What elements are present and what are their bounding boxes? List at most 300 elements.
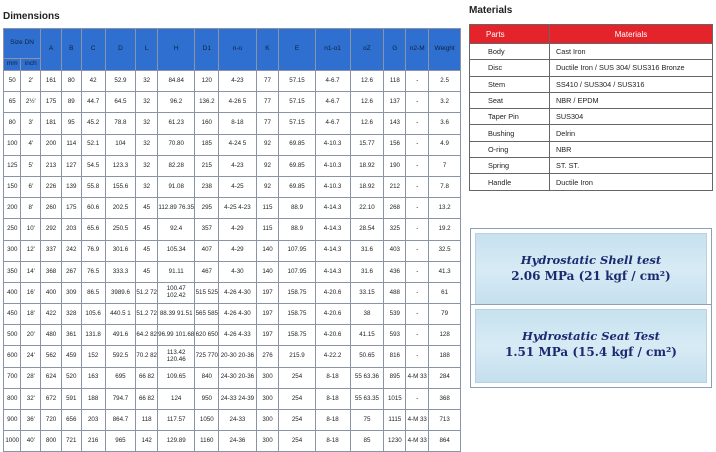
material-value: Ductile Iron xyxy=(550,174,713,190)
dimension-cell: 51.2 72 xyxy=(136,282,158,303)
dimension-cell: 1160 xyxy=(195,431,219,452)
dimension-cell: 4-26 5 xyxy=(219,92,256,113)
shell-test-title: Hydrostatic Shell test xyxy=(520,253,662,267)
dimension-cell: 107.95 xyxy=(279,240,315,261)
dimension-row xyxy=(4,431,461,452)
material-value: NBR / EPDM xyxy=(550,92,713,108)
dimension-cell: 480 xyxy=(41,325,62,346)
dimension-cell: 65.6 xyxy=(81,219,105,240)
dimension-cell: 125 xyxy=(4,155,21,176)
dimension-cell: 78.8 xyxy=(105,113,136,134)
header-a: A xyxy=(41,29,62,71)
dimension-cell: 155.6 xyxy=(105,176,136,197)
dimension-cell: 656 xyxy=(61,410,81,431)
dimension-cell: 6' xyxy=(21,176,41,197)
dimension-cell: 202.5 xyxy=(105,198,136,219)
dimension-row xyxy=(4,261,461,282)
header-l: L xyxy=(136,29,158,71)
dimension-cell: 14' xyxy=(21,261,41,282)
dimension-cell: 591 xyxy=(61,388,81,409)
materials-body xyxy=(470,44,713,191)
material-row xyxy=(470,125,713,141)
dimension-cell: 88.39 91.51 xyxy=(158,304,195,325)
dimension-cell: 565 585 xyxy=(195,304,219,325)
dimension-cell: 32 xyxy=(136,176,158,197)
dimension-cell: 1115 xyxy=(384,410,406,431)
material-row xyxy=(470,60,713,76)
dimension-cell: 84.84 xyxy=(158,71,195,92)
material-part: Body xyxy=(470,44,550,60)
dimension-cell: 100.47 102.42 xyxy=(158,282,195,303)
dimension-cell: 79 xyxy=(429,304,461,325)
dimension-cell: 400 xyxy=(41,282,62,303)
dimension-row xyxy=(4,304,461,325)
dimension-cell: 213 xyxy=(41,155,62,176)
dimension-cell: 242 xyxy=(61,240,81,261)
dimension-cell: 900 xyxy=(4,410,21,431)
dimension-cell: 13.2 xyxy=(429,198,461,219)
dimension-cell: 4-14.3 xyxy=(315,240,350,261)
dimension-cell: 18.92 xyxy=(350,155,384,176)
dimension-cell: 4-10.3 xyxy=(315,134,350,155)
dimension-cell: 357 xyxy=(195,219,219,240)
dimension-cell: 12' xyxy=(21,240,41,261)
dimension-cell: 28' xyxy=(21,367,41,388)
dimension-cell: 112.89 76.35 xyxy=(158,198,195,219)
dimension-cell: 115 xyxy=(256,219,279,240)
dimension-row xyxy=(4,134,461,155)
dimension-cell: 3.6 xyxy=(429,113,461,134)
dimension-cell: 158.75 xyxy=(279,325,315,346)
dimension-cell: 60.6 xyxy=(81,198,105,219)
dimension-cell: 52.1 xyxy=(81,134,105,155)
dimension-cell: 7.8 xyxy=(429,176,461,197)
dimension-cell: 33.15 xyxy=(350,282,384,303)
dimension-cell: 4-10.3 xyxy=(315,176,350,197)
dimension-cell: 4-M 33 xyxy=(406,410,429,431)
dimension-cell: - xyxy=(406,71,429,92)
dimension-cell: 4-30 xyxy=(219,261,256,282)
shell-test-pressure: 2.06 MPa (21 kgf / cm²) xyxy=(511,269,671,283)
material-row xyxy=(470,174,713,190)
dimension-cell: 70.2 82 xyxy=(136,346,158,367)
dimension-cell: 158.75 xyxy=(279,282,315,303)
dimension-cell: 4-20.6 xyxy=(315,325,350,346)
dimension-cell: 215.9 xyxy=(279,346,315,367)
dimension-cell: 7 xyxy=(429,155,461,176)
dimension-cell: 127 xyxy=(61,155,81,176)
dimension-cell: 301.6 xyxy=(105,240,136,261)
dimension-cell: 4-29 xyxy=(219,219,256,240)
dimension-cell: 600 xyxy=(4,346,21,367)
dimension-cell: 333.3 xyxy=(105,261,136,282)
dimension-cell: 45 xyxy=(136,219,158,240)
header-n2-m: n2-M xyxy=(406,29,429,71)
dimension-cell: 77 xyxy=(256,71,279,92)
dimension-cell: 309 xyxy=(61,282,81,303)
dimension-cell: 24-33 xyxy=(219,410,256,431)
dimension-cell: 950 xyxy=(195,388,219,409)
dimension-cell: 52.9 xyxy=(105,71,136,92)
dimension-cell: 491.6 xyxy=(105,325,136,346)
dimension-cell: 181 xyxy=(41,113,62,134)
dimension-cell: 24-36 xyxy=(219,431,256,452)
dimension-cell: 300 xyxy=(256,367,279,388)
dimension-cell: 2' xyxy=(21,71,41,92)
dimension-cell: 1050 xyxy=(195,410,219,431)
dimension-cell: 267 xyxy=(61,261,81,282)
dimension-cell: 32.5 xyxy=(429,240,461,261)
dimension-cell: 120 xyxy=(195,71,219,92)
dimension-cell: 57.15 xyxy=(279,71,315,92)
dimension-cell: 592.5 xyxy=(105,346,136,367)
dimension-cell: 4-6.7 xyxy=(315,113,350,134)
dimension-cell: 295 xyxy=(195,198,219,219)
dimension-cell: 4' xyxy=(21,134,41,155)
header-d: D xyxy=(105,29,136,71)
header-k: K xyxy=(256,29,279,71)
dimension-cell: 2.5 xyxy=(429,71,461,92)
dimension-cell: 562 xyxy=(41,346,62,367)
dimension-cell: 325 xyxy=(384,219,406,240)
materials-title: Materials xyxy=(469,5,513,16)
dimension-cell: 45 xyxy=(136,240,158,261)
dimension-cell: - xyxy=(406,325,429,346)
dimension-cell: 226 xyxy=(41,176,62,197)
dimension-cell: 624 xyxy=(41,367,62,388)
shell-test-panel xyxy=(475,233,707,307)
dimension-cell: 8-18 xyxy=(315,431,350,452)
header-g: G xyxy=(384,29,406,71)
dimension-cell: 92.4 xyxy=(158,219,195,240)
dimension-cell: 175 xyxy=(61,198,81,219)
dimension-cell: 300 xyxy=(256,410,279,431)
dimension-cell: 44.7 xyxy=(81,92,105,113)
header-unit-inch: inch xyxy=(21,59,41,71)
dimension-cell: 368 xyxy=(41,261,62,282)
material-part: Taper Pin xyxy=(470,109,550,125)
dimension-cell: - xyxy=(406,155,429,176)
dimension-cell: 203 xyxy=(81,410,105,431)
dimension-cell: 69.85 xyxy=(279,134,315,155)
dimension-cell: 51.2 72 xyxy=(136,304,158,325)
dimension-cell: 190 xyxy=(384,155,406,176)
dimension-cell: - xyxy=(406,92,429,113)
dimension-cell: 77 xyxy=(256,92,279,113)
dimension-cell: - xyxy=(406,388,429,409)
dimension-cell: 128 xyxy=(429,325,461,346)
dimension-cell: 45 xyxy=(136,198,158,219)
dimension-cell: 10' xyxy=(21,219,41,240)
dimension-cell: 77 xyxy=(256,113,279,134)
seat-test-panel xyxy=(475,309,707,383)
dimension-cell: 515 525 xyxy=(195,282,219,303)
dimension-cell: 4-20.6 xyxy=(315,282,350,303)
dimension-cell: 85 xyxy=(350,431,384,452)
dimension-cell: 136.2 xyxy=(195,92,219,113)
dimension-cell: 24' xyxy=(21,346,41,367)
dimension-cell: 18.92 xyxy=(350,176,384,197)
dimension-cell: 254 xyxy=(279,431,315,452)
dimension-cell: 4-26 4-30 xyxy=(219,282,256,303)
dimension-cell: 156 xyxy=(384,134,406,155)
dimension-cell: 20-30 20-36 xyxy=(219,346,256,367)
dimension-cell: 250.5 xyxy=(105,219,136,240)
dimension-cell: 117.57 xyxy=(158,410,195,431)
dimension-cell: 620 650 xyxy=(195,325,219,346)
dimension-cell: 24-33 24-39 xyxy=(219,388,256,409)
dimension-cell: 65 xyxy=(4,92,21,113)
dimension-cell: 3' xyxy=(21,113,41,134)
material-row xyxy=(470,158,713,174)
dimension-cell: 800 xyxy=(4,388,21,409)
dimension-cell: 4-24 5 xyxy=(219,134,256,155)
dimension-cell: 368 xyxy=(429,388,461,409)
dimension-cell: 38 xyxy=(350,304,384,325)
dimension-cell: 436 xyxy=(384,261,406,282)
dimension-cell: 816 xyxy=(384,346,406,367)
dimension-row xyxy=(4,92,461,113)
material-row xyxy=(470,109,713,125)
dimension-cell: 50.65 xyxy=(350,346,384,367)
dimension-cell: 337 xyxy=(41,240,62,261)
dimension-cell: 4-26 4-30 xyxy=(219,304,256,325)
header-b: B xyxy=(61,29,81,71)
dimension-cell: 31.6 xyxy=(350,261,384,282)
seat-test-box xyxy=(470,304,712,388)
dimension-cell: 92 xyxy=(256,134,279,155)
dimension-cell: 50 xyxy=(4,71,21,92)
dimension-cell: 104 xyxy=(105,134,136,155)
dimension-cell: 161 xyxy=(41,71,62,92)
dimension-cell: 4-20.6 xyxy=(315,304,350,325)
dimension-cell: 4-6.7 xyxy=(315,71,350,92)
dimension-cell: 721 xyxy=(61,431,81,452)
material-part: Seat xyxy=(470,92,550,108)
material-row xyxy=(470,44,713,60)
dimension-cell: 142 xyxy=(136,431,158,452)
dimension-cell: - xyxy=(406,304,429,325)
dimension-cell: 139 xyxy=(61,176,81,197)
header-materials: Materials xyxy=(550,25,713,44)
dimension-cell: 3.2 xyxy=(429,92,461,113)
dimension-cell: 794.7 xyxy=(105,388,136,409)
dimension-cell: - xyxy=(406,346,429,367)
dimension-cell: 115 xyxy=(256,198,279,219)
dimension-cell: 197 xyxy=(256,282,279,303)
dimension-cell: 4-25 xyxy=(219,176,256,197)
dimension-cell: 250 xyxy=(4,219,21,240)
material-value: ST. ST. xyxy=(550,158,713,174)
material-part: Disc xyxy=(470,60,550,76)
dimension-cell: 4-14.3 xyxy=(315,261,350,282)
header-e: E xyxy=(279,29,315,71)
dimension-cell: 57.15 xyxy=(279,113,315,134)
dimension-cell: 4-6.7 xyxy=(315,92,350,113)
dimension-cell: 1000 xyxy=(4,431,21,452)
shell-test-box xyxy=(470,228,712,312)
dimension-cell: 32 xyxy=(136,155,158,176)
dimension-cell: 70.80 xyxy=(158,134,195,155)
dimension-cell: 163 xyxy=(81,367,105,388)
dimension-cell: 69.85 xyxy=(279,155,315,176)
material-value: Cast Iron xyxy=(550,44,713,60)
dimension-cell: 185 xyxy=(195,134,219,155)
header-h: H xyxy=(158,29,195,71)
dimension-cell: 32' xyxy=(21,388,41,409)
dimension-cell: 92 xyxy=(256,155,279,176)
dimension-cell: 188 xyxy=(81,388,105,409)
dimension-cell: 4-26 4-33 xyxy=(219,325,256,346)
dimension-row xyxy=(4,388,461,409)
dimension-cell: 800 xyxy=(41,431,62,452)
dimension-cell: 216 xyxy=(81,431,105,452)
dimension-cell: - xyxy=(406,240,429,261)
dimension-cell: 520 xyxy=(61,367,81,388)
dimension-cell: 300 xyxy=(256,388,279,409)
material-value: Ductile Iron / SUS 304/ SUS316 Bronze xyxy=(550,60,713,76)
material-row xyxy=(470,76,713,92)
seat-test-title: Hydrostatic Seat Test xyxy=(522,329,660,343)
dimension-cell: 22.10 xyxy=(350,198,384,219)
dimension-cell: 31.6 xyxy=(350,240,384,261)
dimension-cell: 124 xyxy=(158,388,195,409)
dimension-cell: 129.89 xyxy=(158,431,195,452)
dimension-cell: 69.85 xyxy=(279,176,315,197)
dimension-row xyxy=(4,155,461,176)
dimension-cell: 86.5 xyxy=(81,282,105,303)
dimension-row xyxy=(4,71,461,92)
dimension-cell: 212 xyxy=(384,176,406,197)
dimension-cell: 2½' xyxy=(21,92,41,113)
dimension-cell: 100 xyxy=(4,134,21,155)
seat-test-pressure: 1.51 MPa (15.4 kgf / cm²) xyxy=(505,345,677,359)
dimension-cell: 91.08 xyxy=(158,176,195,197)
dimension-cell: 41.3 xyxy=(429,261,461,282)
dimension-cell: 840 xyxy=(195,367,219,388)
dimension-cell: 4-14.3 xyxy=(315,219,350,240)
dimension-row xyxy=(4,367,461,388)
dimension-cell: 450 xyxy=(4,304,21,325)
material-part: Handle xyxy=(470,174,550,190)
dimension-cell: 16' xyxy=(21,282,41,303)
dimension-cell: 12.6 xyxy=(350,92,384,113)
dimension-cell: 260 xyxy=(41,198,62,219)
dimension-cell: 24-30 20-36 xyxy=(219,367,256,388)
material-value: SS410 / SUS304 / SUS316 xyxy=(550,76,713,92)
dimension-cell: 55 63.36 xyxy=(350,367,384,388)
dimension-cell: 137 xyxy=(384,92,406,113)
dimension-cell: 96.99 101.68 xyxy=(158,325,195,346)
dimensions-title: Dimensions xyxy=(3,11,60,22)
dimension-cell: 407 xyxy=(195,240,219,261)
dimension-cell: 328 xyxy=(61,304,81,325)
dimension-cell: 672 xyxy=(41,388,62,409)
dimension-cell: - xyxy=(406,219,429,240)
dimension-cell: 4-22.2 xyxy=(315,346,350,367)
dimension-cell: 8-18 xyxy=(315,388,350,409)
dimension-cell: 8' xyxy=(21,198,41,219)
dimension-cell: 40' xyxy=(21,431,41,452)
dimension-cell: 4-14.3 xyxy=(315,198,350,219)
dimension-cell: 88.9 xyxy=(279,198,315,219)
dimension-cell: 254 xyxy=(279,367,315,388)
dimension-cell: 76.5 xyxy=(81,261,105,282)
dimension-cell: 965 xyxy=(105,431,136,452)
header-d1: D1 xyxy=(195,29,219,71)
dimension-cell: 140 xyxy=(256,261,279,282)
dimension-cell: 42 xyxy=(81,71,105,92)
header-unit-mm: mm xyxy=(4,59,21,71)
dimension-cell: 118 xyxy=(384,71,406,92)
dimension-cell: 3989.6 xyxy=(105,282,136,303)
dimension-cell: 200 xyxy=(4,198,21,219)
dimension-cell: 276 xyxy=(256,346,279,367)
dimension-cell: 1015 xyxy=(384,388,406,409)
dimension-cell: - xyxy=(406,113,429,134)
dimension-cell: 700 xyxy=(4,367,21,388)
dimension-cell: 64.5 xyxy=(105,92,136,113)
dimension-cell: 76.9 xyxy=(81,240,105,261)
dimension-cell: 12.6 xyxy=(350,113,384,134)
dimension-cell: 152 xyxy=(81,346,105,367)
header-n-o: n-o xyxy=(219,29,256,71)
dimension-cell: 131.8 xyxy=(81,325,105,346)
header-weight: Weight xyxy=(429,29,461,71)
dimension-cell: 61.23 xyxy=(158,113,195,134)
dimension-cell: 4-M 33 xyxy=(406,367,429,388)
dimension-cell: 32 xyxy=(136,134,158,155)
dimension-cell: 300 xyxy=(4,240,21,261)
dimension-cell: 8-18 xyxy=(315,367,350,388)
dimension-row xyxy=(4,198,461,219)
dimension-cell: 113.42 120.46 xyxy=(158,346,195,367)
dimension-row xyxy=(4,176,461,197)
dimension-cell: 4-M 33 xyxy=(406,431,429,452)
dimension-cell: 254 xyxy=(279,410,315,431)
dimension-cell: 361 xyxy=(61,325,81,346)
dimension-cell: 864 xyxy=(429,431,461,452)
dimension-cell: 18' xyxy=(21,304,41,325)
dimension-row xyxy=(4,346,461,367)
dimension-cell: 188 xyxy=(429,346,461,367)
dimension-row xyxy=(4,113,461,134)
dimension-cell: 66 82 xyxy=(136,388,158,409)
dimension-cell: 41.15 xyxy=(350,325,384,346)
dimension-cell: 440.5 1 xyxy=(105,304,136,325)
header-size-dn: Size DN xyxy=(4,29,41,59)
dimension-cell: - xyxy=(406,198,429,219)
dimension-cell: 1230 xyxy=(384,431,406,452)
dimension-cell: 66 82 xyxy=(136,367,158,388)
dimension-cell: 143 xyxy=(384,113,406,134)
dimension-cell: 5' xyxy=(21,155,41,176)
material-part: Spring xyxy=(470,158,550,174)
dimension-cell: 118 xyxy=(136,410,158,431)
dimension-cell: 12.6 xyxy=(350,71,384,92)
dimension-cell: 88.9 xyxy=(279,219,315,240)
dimensions-body xyxy=(4,71,461,452)
dimension-cell: 197 xyxy=(256,325,279,346)
dimension-cell: 96.2 xyxy=(158,92,195,113)
dimension-cell: 61 xyxy=(429,282,461,303)
dimension-row xyxy=(4,325,461,346)
dimension-cell: - xyxy=(406,261,429,282)
material-value: Delrin xyxy=(550,125,713,141)
dimension-cell: 713 xyxy=(429,410,461,431)
dimension-cell: 4-23 xyxy=(219,155,256,176)
header-parts: Parts xyxy=(470,25,550,44)
